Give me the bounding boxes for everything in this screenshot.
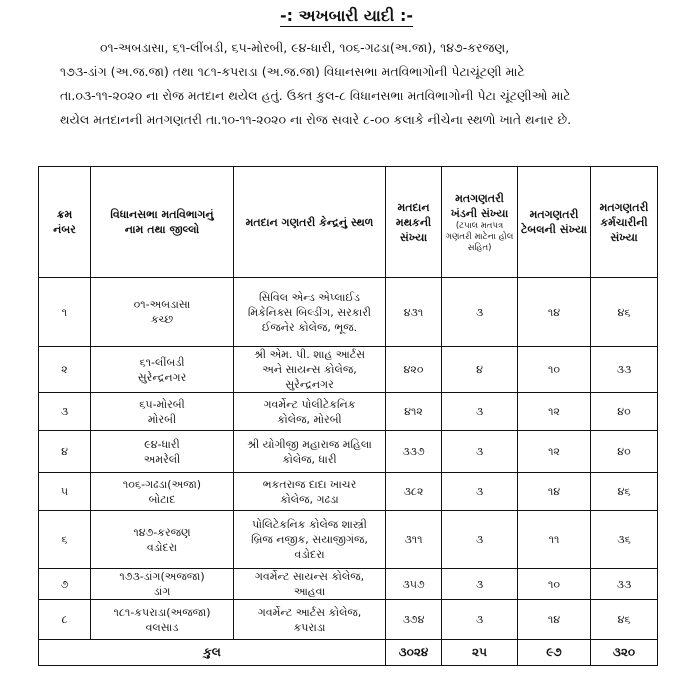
header-serial: ક્રમ નંબર xyxy=(39,167,91,278)
halls-cell: ૪ xyxy=(442,347,518,393)
venue-cell: ભકતરાજ દાદા ખાચર કોલેજ, ગઢડા xyxy=(234,473,386,511)
booths-cell: ૩૩૭ xyxy=(386,431,442,473)
venue-cell: ગવર્મેન્ટ આર્ટસ કોલેજ, કપરાડા xyxy=(234,600,386,640)
booths-cell: ૩૫૭ xyxy=(386,569,442,600)
venue-cell: શ્રી યોગીજી મહારાજ મહિલા કોલેજ, ધારી xyxy=(234,431,386,473)
paragraph-line: તા.૦૩-૧૧-૨૦૨૦ ના રોજ મતદાન થયેલ હતું. ઉક્ત કુલ-૮ વિધાનસભા મતવિભાગોની પેટા ચૂંટણીઓ માટે xyxy=(60,88,571,103)
halls-cell: ૩ xyxy=(442,569,518,600)
serial-cell: ૮ xyxy=(39,600,91,640)
constituency-cell: ૧૮૧-કપરાડા(અજજા) વલસાડ xyxy=(91,600,234,640)
serial-cell: ૪ xyxy=(39,431,91,473)
header-constituency: વિધાનસભા મતવિભાગનું નામ તથા જીલ્લો xyxy=(91,167,234,278)
venue-cell: શ્રી એમ. પી. શાહ આર્ટસ અને સાયન્સ કોલેજ, સુરેન્દ્રનગર xyxy=(234,347,386,393)
serial-cell: ૧ xyxy=(39,278,91,347)
booths-cell: ૪૧૨ xyxy=(386,393,442,431)
staff-cell: ૪૬ xyxy=(591,278,658,347)
venue-cell: ગવર્મેન્ટ સાયન્સ કોલેજ, આહવા xyxy=(234,569,386,600)
tables-cell: ૧૦ xyxy=(518,347,591,393)
table-header-row xyxy=(39,167,658,278)
halls-cell: ૩ xyxy=(442,278,518,347)
booths-cell: ૩૧૧ xyxy=(386,511,442,569)
table-row xyxy=(39,431,658,473)
constituency-cell: ૯૪-ધારી અમરેલી xyxy=(91,431,234,473)
staff-cell: ૩૬ xyxy=(591,511,658,569)
table-row xyxy=(39,600,658,640)
halls-cell: ૩ xyxy=(442,393,518,431)
tables-cell: ૧૨ xyxy=(518,431,591,473)
table-row xyxy=(39,473,658,511)
paragraph-line: થયેલ મતદાનની મતગણતરી તા.૧૦-૧૧-૨૦૨૦ ના રોજ સવારે ૮-૦૦ કલાકે નીચેના સ્થળો ખાતે થનાર છે. xyxy=(60,112,572,127)
announcement-paragraph xyxy=(60,36,669,132)
tables-cell: ૧૦ xyxy=(518,569,591,600)
total-tables: ૯૭ xyxy=(518,640,591,666)
tables-cell: ૧૪ xyxy=(518,600,591,640)
serial-cell: ૫ xyxy=(39,473,91,511)
tables-cell: ૧૪ xyxy=(518,278,591,347)
venue-cell: સિવિલ એન્ડ એપ્લાઈડ મિકેનિક્સ બિલ્ડીંગ, સરકારી ઈજનેર કોલેજ, ભૂજ. xyxy=(234,278,386,347)
serial-cell: ૬ xyxy=(39,511,91,569)
halls-cell: ૩ xyxy=(442,473,518,511)
header-halls: મતગણતરી ખંડની સંખ્યા (ટપાલ મતપત્ર ગણતરી માટેના હોલ સહિત) xyxy=(442,167,518,278)
header-halls-note: (ટપાલ મતપત્ર ગણતરી માટેના હોલ સહિત) xyxy=(445,220,514,253)
booths-cell: ૪૨૦ xyxy=(386,347,442,393)
table-row xyxy=(39,511,658,569)
total-label: કુલ xyxy=(39,640,386,666)
constituency-cell: ૧૪૭-કરજણ વડોદરા xyxy=(91,511,234,569)
press-release-title xyxy=(0,6,693,26)
booths-cell: ૩૭૪ xyxy=(386,600,442,640)
title-text: -: અખબારી યાદી :- xyxy=(280,6,413,25)
tables-cell: ૧૧ xyxy=(518,511,591,569)
header-tables: મતગણતરી ટેબલની સંખ્યા xyxy=(518,167,591,278)
total-row xyxy=(39,640,658,666)
constituency-cell: ૦૧-અબડાસા કચ્છ xyxy=(91,278,234,347)
table-row xyxy=(39,569,658,600)
header-booths: મતદાન મથકની સંખ્યા xyxy=(386,167,442,278)
venue-cell: પોલિટેકનિક કોલેજ શાસ્ત્રી બ્રિજ નજીક, સયાજીગંજ, વડોદરા xyxy=(234,511,386,569)
staff-cell: ૩૩ xyxy=(591,569,658,600)
staff-cell: ૪૦ xyxy=(591,393,658,431)
total-booths: ૩૦૨૪ xyxy=(386,640,442,666)
halls-cell: ૩ xyxy=(442,511,518,569)
counting-centres-table xyxy=(38,166,658,666)
venue-cell: ગવર્મેન્ટ પોલીટેકનિક કોલેજ, મોરબી xyxy=(234,393,386,431)
staff-cell: ૩૩ xyxy=(591,347,658,393)
constituency-cell: ૬૫-મોરબી મોરબી xyxy=(91,393,234,431)
staff-cell: ૪૬ xyxy=(591,600,658,640)
table-row xyxy=(39,393,658,431)
booths-cell: ૩૮૨ xyxy=(386,473,442,511)
table-row xyxy=(39,347,658,393)
halls-cell: ૩ xyxy=(442,431,518,473)
table-row xyxy=(39,278,658,347)
header-venue: મતદાન ગણતરી કેન્દ્રનું સ્થળ xyxy=(234,167,386,278)
header-staff: મતગણતરી કર્મચારીની સંખ્યા xyxy=(591,167,658,278)
staff-cell: ૪૦ xyxy=(591,431,658,473)
tables-cell: ૧૨ xyxy=(518,393,591,431)
staff-cell: ૪૬ xyxy=(591,473,658,511)
booths-cell: ૪૩૧ xyxy=(386,278,442,347)
constituency-cell: ૬૧-લીંબડી સુરેન્દ્રનગર xyxy=(91,347,234,393)
halls-cell: ૩ xyxy=(442,600,518,640)
serial-cell: ૩ xyxy=(39,393,91,431)
paragraph-line: ૦૧-અબડાસા, ૬૧-લીંબડી, ૬૫-મોરબી, ૯૪-ધારી, ૧૦૬-ગઢડા(અ.જા), ૧૪૭-કરજણ, xyxy=(100,40,510,55)
serial-cell: ૭ xyxy=(39,569,91,600)
constituency-cell: ૧૦૬-ગઢડા(અજા) બોટાદ xyxy=(91,473,234,511)
total-halls: ૨૫ xyxy=(442,640,518,666)
paragraph-line: ૧૭૩-ડાંગ (અ.જ.જા) તથા ૧૮૧-કપરાડા (અ.જ.જા) વિધાનસભા મતવિભાગોની પેટાચૂંટણી માટે xyxy=(60,64,525,79)
serial-cell: ૨ xyxy=(39,347,91,393)
tables-cell: ૧૪ xyxy=(518,473,591,511)
constituency-cell: ૧૭૩-ડાંગ(અજજા) ડાંગ xyxy=(91,569,234,600)
total-staff: ૩૨૦ xyxy=(591,640,658,666)
